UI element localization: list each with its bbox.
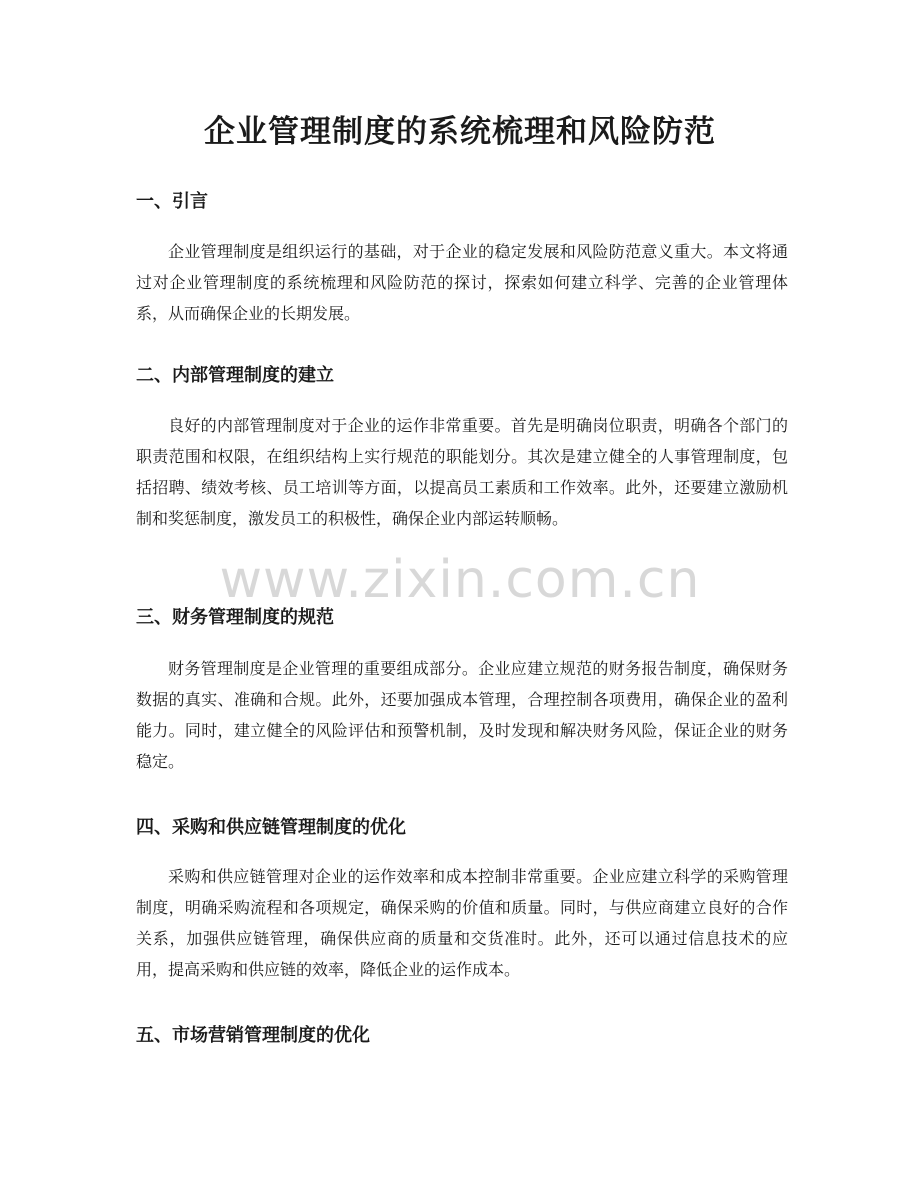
section-heading-financial-management: 三、财务管理制度的规范	[136, 607, 334, 628]
section-paragraph-procurement-supply-chain: 采购和供应链管理对企业的运作效率和成本控制非常重要。企业应建立科学的采购管理制度，明确采购流程和各项规定，确保采购的价值和质量。同时，与供应商建立良好的合作关系，加强供应链管理，确保供应商的质量和交货准时。此外，还可以通过信息技术的应用，提高采购和供应链的效率，降低企业的运作成本。	[136, 867, 788, 979]
section-paragraph-internal-management: 良好的内部管理制度对于企业的运作非常重要。首先是明确岗位职责，明确各个部门的职责范围和权限，在组织结构上实行规范的职能划分。其次是建立健全的人事管理制度，包括招聘、绩效考核、员工培训等方面，以提高员工素质和工作效率。此外，还要建立激励机制和奖惩制度，激发员工的积极性，确保企业内部运转顺畅。	[136, 416, 788, 528]
document-title: 企业管理制度的系统梳理和风险防范	[204, 114, 716, 150]
section-paragraph-introduction: 企业管理制度是组织运行的基础，对于企业的稳定发展和风险防范意义重大。本文将通过对企业管理制度的系统梳理和风险防范的探讨，探索如何建立科学、完善的企业管理体系，从而确保企业的长期发展。	[136, 242, 788, 323]
section-heading-introduction: 一、引言	[136, 191, 208, 212]
section-heading-internal-management: 二、内部管理制度的建立	[136, 365, 334, 386]
section-heading-marketing-management: 五、市场营销管理制度的优化	[136, 1025, 370, 1046]
watermark-text: www.zixin.com.cn	[219, 550, 701, 610]
section-paragraph-financial-management: 财务管理制度是企业管理的重要组成部分。企业应建立规范的财务报告制度，确保财务数据的真实、准确和合规。此外，还要加强成本管理，合理控制各项费用，确保企业的盈利能力。同时，建立健全的风险评估和预警机制，及时发现和解决财务风险，保证企业的财务稳定。	[136, 659, 788, 771]
section-heading-procurement-supply-chain: 四、采购和供应链管理制度的优化	[136, 817, 406, 838]
